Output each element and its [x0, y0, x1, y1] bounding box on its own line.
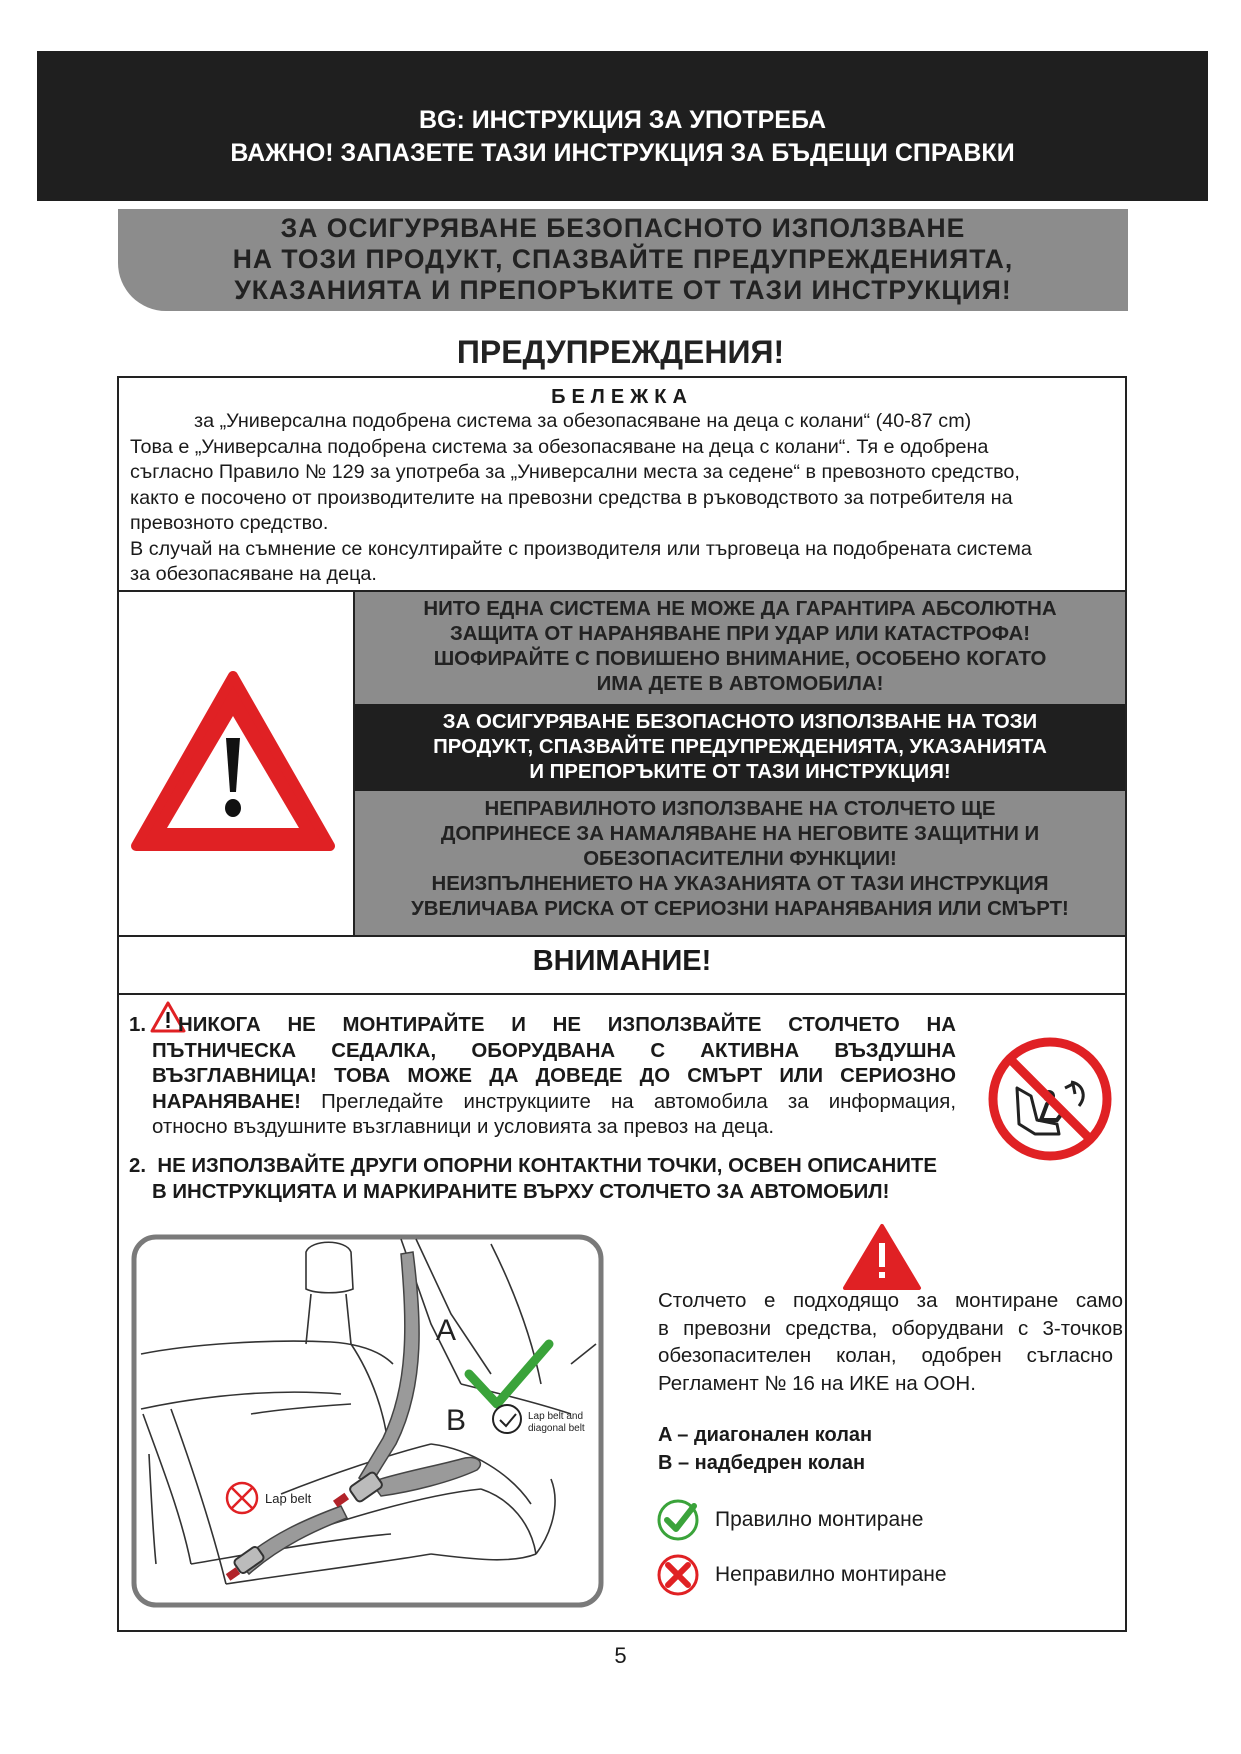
note-title: БЕЛЕЖКА: [551, 386, 693, 408]
car-seat-belt-diagram: [131, 1234, 604, 1608]
divider: [117, 993, 1127, 995]
text-line: Столчето е подходящо за монтиране само: [658, 1289, 1123, 1312]
note-line: съгласно Правило № 129 за употреба за „Универсални места за седене“ в превозното средство,: [130, 461, 1020, 483]
instruction-line: [152, 1090, 956, 1116]
warning-line: ИМА ДЕТЕ В АВТОМОБИЛА!: [596, 673, 884, 695]
diagram-label-b: B: [446, 1404, 467, 1437]
instruction-bold: НАРАНЯВАНЕ!: [152, 1090, 301, 1113]
legend-incorrect: Неправилно монтиране: [715, 1563, 947, 1586]
note-line: Това е „Универсална подобрена система за обезопасяване на деца с колани“. Тя е одобрена: [130, 435, 989, 458]
instruction-number: 1.: [129, 1014, 147, 1036]
warning-line: ОБЕЗОПАСИТЕЛНИ ФУНКЦИИ!: [583, 848, 897, 870]
warning-line: НЕИЗПЪЛНЕНИЕТО НА УКАЗАНИЯТА ОТ ТАЗИ ИНСТРУКЦИЯ: [431, 873, 1049, 895]
header-bar: [37, 51, 1208, 201]
instruction-line: НИКОГА НЕ МОНТИРАЙТЕ И НЕ ИЗПОЛЗВАЙТЕ СТОЛЧЕТО НА: [178, 1014, 956, 1036]
note-line: превозното средство.: [130, 512, 329, 534]
text-line: в превозни средства, оборудвани с 3-точков: [658, 1316, 1123, 1340]
warning-line: НЕПРАВИЛНОТО ИЗПОЛЗВАНЕ НА СТОЛЧЕТО ЩЕ: [484, 798, 996, 820]
warning-cell-absolute-protection: [355, 592, 1125, 704]
instruction-1: [152, 1013, 956, 1141]
text-line: обезопасителен колан, одобрен съгласно: [658, 1344, 1113, 1367]
warning-line: ПРОДУКТ, СПАЗВАЙТЕ ПРЕДУПРЕЖДЕНИЯТА, УКАЗАНИЯТА: [433, 736, 1047, 758]
incorrect-icon: [656, 1553, 700, 1597]
note-line: за „Универсална подобрена система за обезопасяване на деца с колани“ (40-87 cm): [194, 410, 972, 432]
warning-line: ЗАЩИТА ОТ НАРАНЯВАНЕ ПРИ УДАР ИЛИ КАТАСТРОФА!: [449, 623, 1031, 645]
banner-line: НА ТОЗИ ПРОДУКТ, СПАЗВАЙТЕ ПРЕДУПРЕЖДЕНИЯТА,: [232, 244, 1014, 274]
lap-belt-label: Lap belt: [265, 1491, 312, 1506]
warning-cell-safe-use: [355, 704, 1125, 791]
instruction-normal: Прегледайте инструкциите на автомобила за информация,: [300, 1090, 956, 1113]
instruction-number: 2.: [129, 1155, 147, 1177]
lap-diagonal-label: diagonal belt: [528, 1423, 585, 1434]
instruction-line: относно въздушните възглавници и условията за превоз на деца.: [152, 1116, 775, 1138]
instruction-line: ПЪТНИЧЕСКА СЕДАЛКА, ОБОРУДВАНА С АКТИВНА ВЪЗДУШНА: [152, 1039, 956, 1062]
banner-line: ЗА ОСИГУРЯВАНЕ БЕЗОПАСНОТО ИЗПОЛЗВАНЕ: [280, 213, 966, 243]
note-line: В случай на съмнение се консултирайте с производителя или търговеца на подобрената система: [130, 537, 1032, 560]
compatibility-text: [658, 1287, 1123, 1397]
warning-line: И ПРЕПОРЪКИТЕ ОТ ТАЗИ ИНСТРУКЦИЯ!: [529, 761, 951, 783]
legend-a: A – диагонален колан: [658, 1424, 873, 1446]
warning-triangle-icon: [128, 668, 338, 856]
warning-line: НИТО ЕДНА СИСТЕМА НЕ МОЖЕ ДА ГАРАНТИРА АБСОЛЮТНА: [423, 598, 1057, 620]
banner-line: УКАЗАНИЯТА И ПРЕПОРЪКИТЕ ОТ ТАЗИ ИНСТРУКЦИЯ!: [234, 275, 1012, 305]
note-line: за обезопасяване на деца.: [130, 563, 377, 585]
lap-diagonal-label: Lap belt and: [528, 1411, 584, 1422]
no-airbag-icon: [987, 1036, 1113, 1162]
warning-line: ЗА ОСИГУРЯВАНЕ БЕЗОПАСНОТО ИЗПОЛЗВАНЕ НА ТОЗИ: [442, 711, 1038, 733]
divider: [117, 935, 1127, 937]
correct-icon: [656, 1498, 700, 1542]
warning-triangle-icon: [842, 1223, 922, 1291]
header-title: BG: ИНСТРУКЦИЯ ЗА УПОТРЕБА: [418, 106, 827, 134]
instruction-line: ВЪЗГЛАВНИЦА! ТОВА МОЖЕ ДА ДОВЕДЕ ДО СМЪРТ ИЛИ СЕРИОЗНО: [152, 1065, 956, 1087]
diagram-label-a: A: [436, 1314, 457, 1347]
legend-correct: Правилно монтиране: [715, 1508, 924, 1531]
attention-heading: ВНИМАНИЕ!: [532, 945, 712, 977]
warning-line: ШОФИРАЙТЕ С ПОВИШЕНО ВНИМАНИЕ, ОСОБЕНО КОГАТО: [433, 648, 1047, 670]
warning-line: УВЕЛИЧАВА РИСКА ОТ СЕРИОЗНИ НАРАНЯВАНИЯ ИЛИ СМЪРТ!: [411, 898, 1069, 920]
warnings-heading: ПРЕДУПРЕЖДЕНИЯ!: [456, 334, 785, 370]
note-line: както е посочено от производителите на превозни средства в ръководството за потребителя на: [130, 486, 1013, 509]
header-subtitle: ВАЖНО! ЗАПАЗЕТЕ ТАЗИ ИНСТРУКЦИЯ ЗА БЪДЕЩИ СПРАВКИ: [230, 139, 1015, 167]
text-line: Регламент № 16 на ИКЕ на ООН.: [658, 1371, 976, 1395]
legend-b: B – надбедрен колан: [658, 1452, 866, 1474]
instruction-2: [129, 1154, 937, 1205]
instruction-line: НЕ ИЗПОЛЗВАЙТЕ ДРУГИ ОПОРНИ КОНТАКТНИ ТОЧКИ, ОСВЕН ОПИСАНИТЕ: [157, 1155, 937, 1177]
warning-line: ДОПРИНЕСЕ ЗА НАМАЛЯВАНЕ НА НЕГОВИТЕ ЗАЩИТНИ И: [440, 823, 1040, 845]
instruction-line: В ИНСТРУКЦИЯТА И МАРКИРАНИТЕ ВЪРХУ СТОЛЧЕТО ЗА АВТОМОБИЛ!: [152, 1180, 890, 1203]
warning-cell-misuse: [355, 791, 1125, 935]
note-text: [130, 409, 1130, 588]
page-number: 5: [614, 1643, 627, 1668]
safety-banner: [118, 209, 1128, 311]
